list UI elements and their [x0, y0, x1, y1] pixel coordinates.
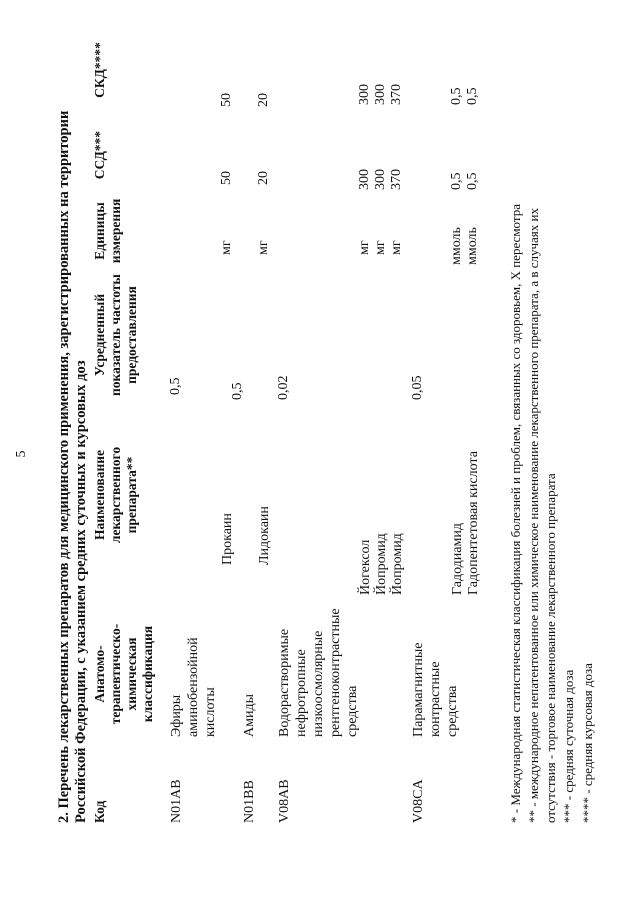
frequency-value: 0,5	[230, 382, 245, 400]
page-number: 5	[14, 450, 29, 458]
footnote: * - Международная статистическая классификация болезней и проблем, связанных со здоровьем, X пересмотра	[508, 204, 523, 823]
scd-value: 370	[389, 84, 404, 105]
unit-value: мг	[389, 240, 404, 255]
drug-name-cell: Йогексол	[358, 539, 373, 595]
scd-value: 300	[373, 84, 388, 105]
header-drug-name: Наименование лекарственного препарата**	[92, 446, 139, 544]
scd-value: 0,5	[449, 87, 464, 105]
unit-value: мг	[219, 240, 234, 255]
footnote: отсутствия - торговое наименование лекарственного препарата	[543, 473, 558, 823]
header-atc: Анатомо-терапевтическо-химическая классификация	[92, 623, 155, 725]
frequency-value: 0,05	[410, 375, 425, 400]
sdd-value: 20	[256, 171, 271, 185]
unit-value: мг	[256, 240, 271, 255]
sdd-value: 370	[389, 169, 404, 190]
scd-value: 300	[357, 84, 372, 105]
unit-value: ммоль	[449, 227, 464, 265]
drug-name-cell: Гадопентетовая кислота	[466, 451, 481, 595]
scd-value: 20	[256, 93, 271, 107]
footnote: *** - средняя суточная доза	[561, 669, 576, 823]
header-code: Код	[92, 800, 107, 823]
header-sdd: ССД***	[92, 130, 107, 180]
header-frequency: Усредненный показатель частоты предоставления	[92, 274, 139, 396]
scd-value: 50	[219, 93, 234, 107]
unit-value: мг	[373, 240, 388, 255]
code-cell: V08CA	[411, 779, 426, 823]
scd-value: 0,5	[465, 87, 480, 105]
drug-name-cell: Гадодиамид	[450, 523, 465, 595]
atc-cell: Водорастворимые нефротропные низкоосмолярные рентгеноконтрастные средства	[277, 608, 360, 737]
drug-name-cell: Лидокаин	[257, 506, 272, 565]
footnote: **** - средняя курсовая доза	[580, 663, 595, 823]
atc-cell: Парамагнитные контрастные средства	[411, 642, 460, 737]
drug-name-cell: Йопромид	[390, 533, 405, 595]
section-title-line-2: Российской Федерации, с указанием средних суточных и курсовых доз	[73, 360, 89, 823]
atc-cell: Эфиры аминобензойной кислоты	[169, 637, 218, 737]
header-units: Единицы измерения	[92, 198, 123, 264]
frequency-value: 0,5	[168, 377, 183, 395]
unit-value: мг	[357, 240, 372, 255]
sdd-value: 0,5	[449, 172, 464, 190]
section-title-line-1: 2. Перечень лекарственных препаратов для медицинского применения, зарегистрированных на территории	[56, 110, 72, 823]
sdd-value: 300	[373, 169, 388, 190]
sdd-value: 50	[219, 171, 234, 185]
code-cell: N01AB	[169, 779, 184, 823]
header-scd: СКД****	[92, 42, 107, 98]
drug-name-cell: Йопромид	[374, 533, 389, 595]
frequency-value: 0,02	[276, 375, 291, 400]
footnote: ** - международное непатентованное или химическое наименование лекарственного препарата, а в случаях их	[526, 208, 541, 823]
code-cell: V08AB	[277, 779, 292, 823]
sdd-value: 0,5	[465, 172, 480, 190]
sdd-value: 300	[357, 169, 372, 190]
code-cell: N01BB	[242, 780, 257, 823]
unit-value: ммоль	[465, 227, 480, 265]
drug-name-cell: Прокаин	[220, 513, 235, 565]
atc-cell: Амиды	[242, 694, 257, 737]
